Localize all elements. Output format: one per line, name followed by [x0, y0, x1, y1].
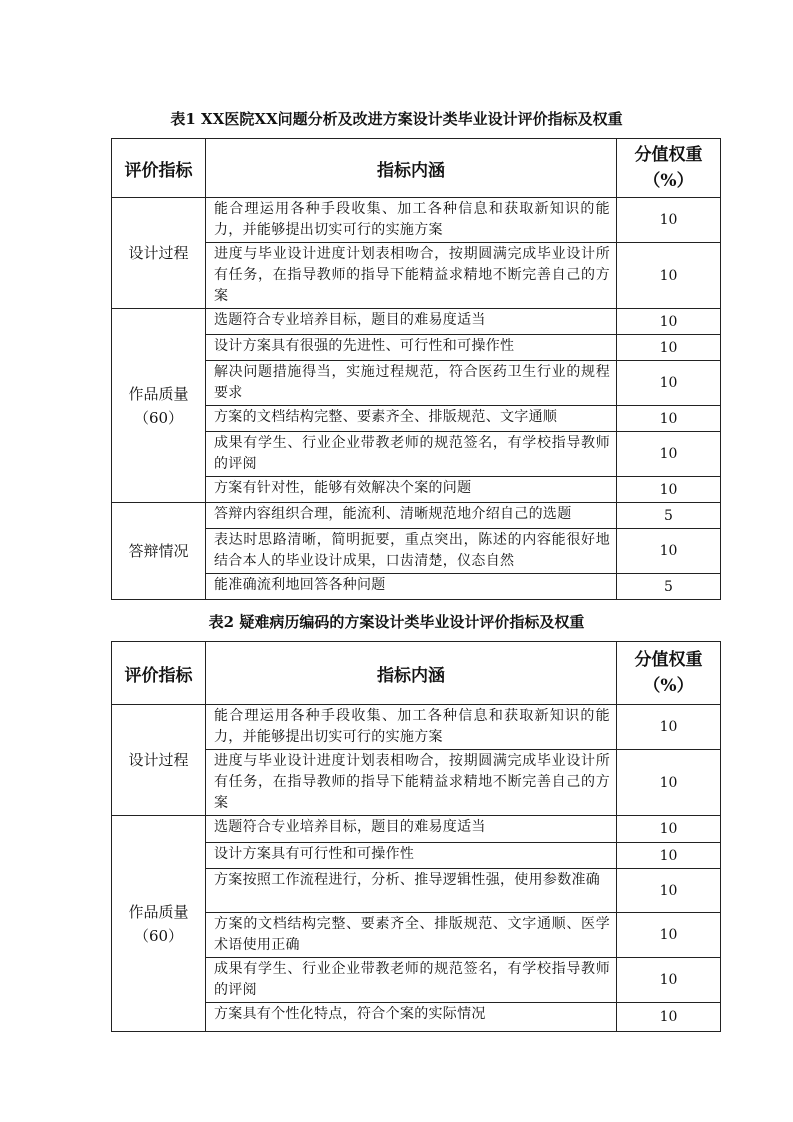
table-row: [112, 309, 721, 335]
table2-header-row: [112, 642, 721, 705]
score-cell: 10: [617, 958, 721, 1003]
score-cell: 10: [617, 243, 721, 309]
content-cell: 能合理运用各种手段收集、加工各种信息和获取新知识的能力，并能够提出切实可行的实施方案: [206, 198, 617, 243]
table1-header-row: [112, 139, 721, 198]
table-row: [112, 503, 721, 529]
table-row: [112, 198, 721, 243]
score-cell: 10: [617, 816, 721, 843]
category-cell: [112, 309, 206, 503]
header-score-line1: 分值权重: [634, 145, 703, 165]
content-cell: 设计方案具有很强的先进性、可行性和可操作性: [206, 335, 617, 361]
content-cell: 方案按照工作流程进行，分析、推导逻辑性强，使用参数准确: [206, 869, 617, 913]
content-cell: 方案的文档结构完整、要素齐全、排版规范、文字通顺、医学术语使用正确: [206, 913, 617, 958]
content-cell: 解决问题措施得当，实施过程规范，符合医药卫生行业的规程要求: [206, 361, 617, 406]
score-cell: 10: [617, 913, 721, 958]
category-label: 答辩情况: [128, 542, 189, 560]
header-indicator: 评价指标: [112, 642, 206, 705]
score-cell: 10: [617, 750, 721, 816]
score-cell: 10: [617, 843, 721, 869]
category-cell: [112, 705, 206, 816]
header-score-line2: （%）: [643, 676, 694, 696]
category-label: 作品质量: [128, 384, 189, 403]
category-label: 作品质量: [128, 902, 189, 921]
table-row: [112, 816, 721, 843]
content-cell: 方案有针对性，能够有效解决个案的问题: [206, 477, 617, 503]
header-score: [617, 642, 721, 705]
category-cell: [112, 816, 206, 1032]
content-cell: 进度与毕业设计进度计划表相吻合，按期圆满完成毕业设计所有任务，在指导教师的指导下能精益求精地不断完善自己的方案: [206, 243, 617, 309]
score-cell: 5: [617, 574, 721, 600]
header-content: 指标内涵: [206, 139, 617, 198]
content-cell: 选题符合专业培养目标，题目的难易度适当: [206, 309, 617, 335]
content-cell: 成果有学生、行业企业带教老师的规范签名，有学校指导教师的评阅: [206, 958, 617, 1003]
table1: [111, 138, 721, 600]
table1-caption: 表1 XX医院XX问题分析及改进方案设计类毕业设计评价指标及权重: [170, 110, 623, 128]
category-label: 设计过程: [128, 244, 189, 262]
category-sub: （60）: [133, 408, 184, 427]
header-score-line2: （%）: [643, 171, 694, 191]
header-indicator: 评价指标: [112, 139, 206, 198]
score-cell: 10: [617, 705, 721, 750]
content-cell: 表达时思路清晰，简明扼要，重点突出，陈述的内容能很好地结合本人的毕业设计成果，口齿清楚，仪态自然: [206, 529, 617, 574]
content-cell: 答辩内容组织合理，能流利、清晰规范地介绍自己的选题: [206, 503, 617, 529]
score-cell: 10: [617, 335, 721, 361]
content-cell: 方案具有个性化特点，符合个案的实际情况: [206, 1003, 617, 1032]
header-score-line1: 分值权重: [634, 650, 703, 670]
table2-caption: 表2 疑难病历编码的方案设计类毕业设计评价指标及权重: [208, 613, 585, 631]
content-cell: 选题符合专业培养目标，题目的难易度适当: [206, 816, 617, 843]
content-cell: 成果有学生、行业企业带教老师的规范签名，有学校指导教师的评阅: [206, 432, 617, 477]
table-row: [112, 705, 721, 750]
score-cell: 10: [617, 432, 721, 477]
score-cell: 10: [617, 1003, 721, 1032]
content-cell: 设计方案具有可行性和可操作性: [206, 843, 617, 869]
content-cell: 进度与毕业设计进度计划表相吻合，按期圆满完成毕业设计所有任务，在指导教师的指导下能精益求精地不断完善自己的方案: [206, 750, 617, 816]
score-cell: 10: [617, 869, 721, 913]
content-cell: 能准确流利地回答各种问题: [206, 574, 617, 600]
score-cell: 10: [617, 406, 721, 432]
category-sub: （60）: [133, 926, 184, 945]
score-cell: 5: [617, 503, 721, 529]
score-cell: 10: [617, 361, 721, 406]
category-cell: [112, 198, 206, 309]
score-cell: 10: [617, 529, 721, 574]
score-cell: 10: [617, 309, 721, 335]
content-cell: 方案的文档结构完整、要素齐全、排版规范、文字通顺: [206, 406, 617, 432]
header-content: 指标内涵: [206, 642, 617, 705]
header-score: [617, 139, 721, 198]
table2: [111, 641, 721, 1032]
score-cell: 10: [617, 477, 721, 503]
category-cell: [112, 503, 206, 600]
score-cell: 10: [617, 198, 721, 243]
content-cell: 能合理运用各种手段收集、加工各种信息和获取新知识的能力，并能够提出切实可行的实施方案: [206, 705, 617, 750]
category-label: 设计过程: [128, 751, 189, 769]
